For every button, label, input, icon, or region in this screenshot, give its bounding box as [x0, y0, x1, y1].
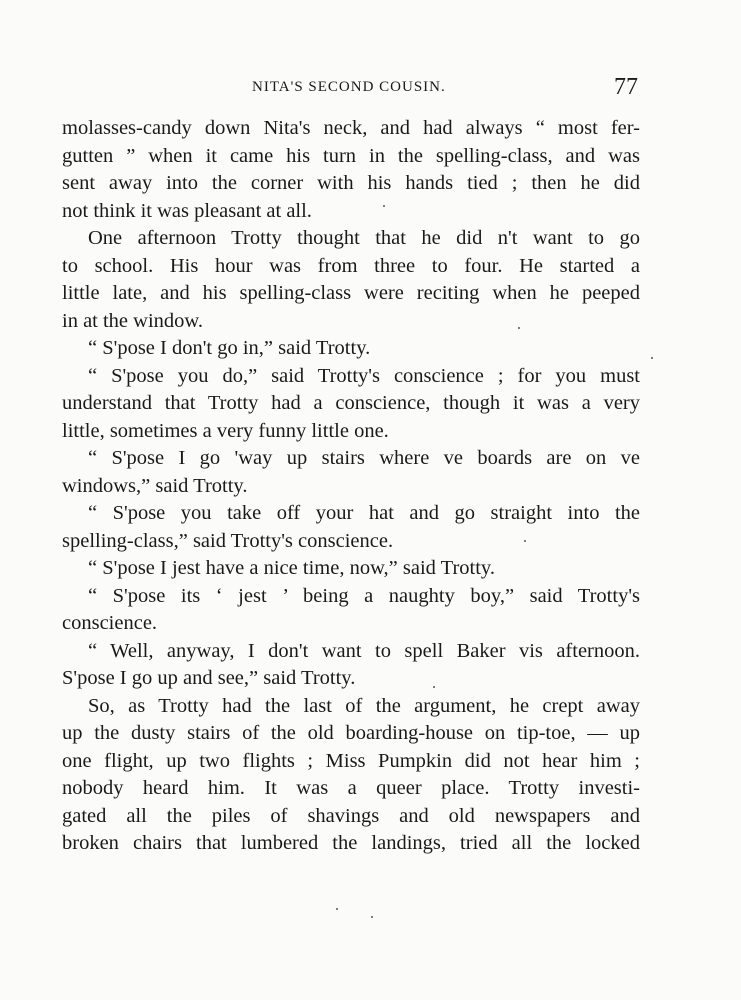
ink-speck [651, 357, 653, 359]
text-line: conscience. [62, 612, 158, 634]
running-head: NITA'S SECOND COUSIN. [252, 79, 446, 95]
text-line: spelling-class,” said Trotty's conscience. [62, 529, 394, 552]
text-line: understand that Trotty had a conscience, though it was a very [62, 392, 640, 414]
ink-speck [433, 686, 435, 688]
text-line: little, sometimes a very funny little one. [62, 419, 389, 442]
text-line: to school. His hour was from three to four. He started a [62, 254, 640, 277]
body-text [62, 115, 640, 858]
text-line: not think it was pleasant at all. [62, 199, 312, 222]
text-line: sent away into the corner with his hands tied ; then he did [62, 172, 640, 194]
text-line: “ S'pose I go 'way up stairs where ve boards are on ve [88, 447, 640, 469]
text-line: gated all the piles of shavings and old newspapers and [62, 804, 640, 827]
text-line: “ S'pose I don't go in,” said Trotty. [88, 337, 371, 359]
text-line: “ S'pose I jest have a nice time, now,” said Trotty. [88, 557, 495, 579]
text-line: “ S'pose its ‘ jest ’ being a naughty boy,” said Trotty's [88, 584, 640, 607]
text-line: One afternoon Trotty thought that he did n't want to go [88, 227, 640, 249]
text-line: little late, and his spelling-class were reciting when he peeped [62, 282, 640, 304]
text-line: “ S'pose you take off your hat and go straight into the [88, 502, 640, 524]
text-line: “ S'pose you do,” said Trotty's conscience ; for you must [88, 364, 640, 387]
ink-speck [518, 327, 520, 329]
text-line: So, as Trotty had the last of the argument, he crept away [88, 694, 640, 717]
ink-speck [524, 540, 526, 542]
text-line: S'pose I go up and see,” said Trotty. [62, 667, 356, 689]
text-line: windows,” said Trotty. [62, 474, 248, 497]
ink-speck [383, 205, 385, 207]
ink-speck [336, 908, 338, 910]
text-line: nobody heard him. It was a queer place. Trotty investi- [62, 777, 640, 799]
text-line: “ Well, anyway, I don't want to spell Baker vis afternoon. [88, 639, 640, 662]
page-number: 77 [614, 74, 638, 100]
page-header [62, 74, 640, 104]
text-line: up the dusty stairs of the old boarding-house on tip-toe, — up [62, 722, 640, 744]
text-line: molasses-candy down Nita's neck, and had always “ most fer- [62, 117, 640, 139]
ink-speck [371, 916, 373, 918]
text-line: one flight, up two flights ; Miss Pumpkin did not hear him ; [62, 749, 640, 772]
text-line: broken chairs that lumbered the landings, tried all the locked [62, 832, 640, 854]
text-line: gutten ” when it came his turn in the spelling-class, and was [62, 144, 640, 167]
text-line: in at the window. [62, 309, 204, 332]
